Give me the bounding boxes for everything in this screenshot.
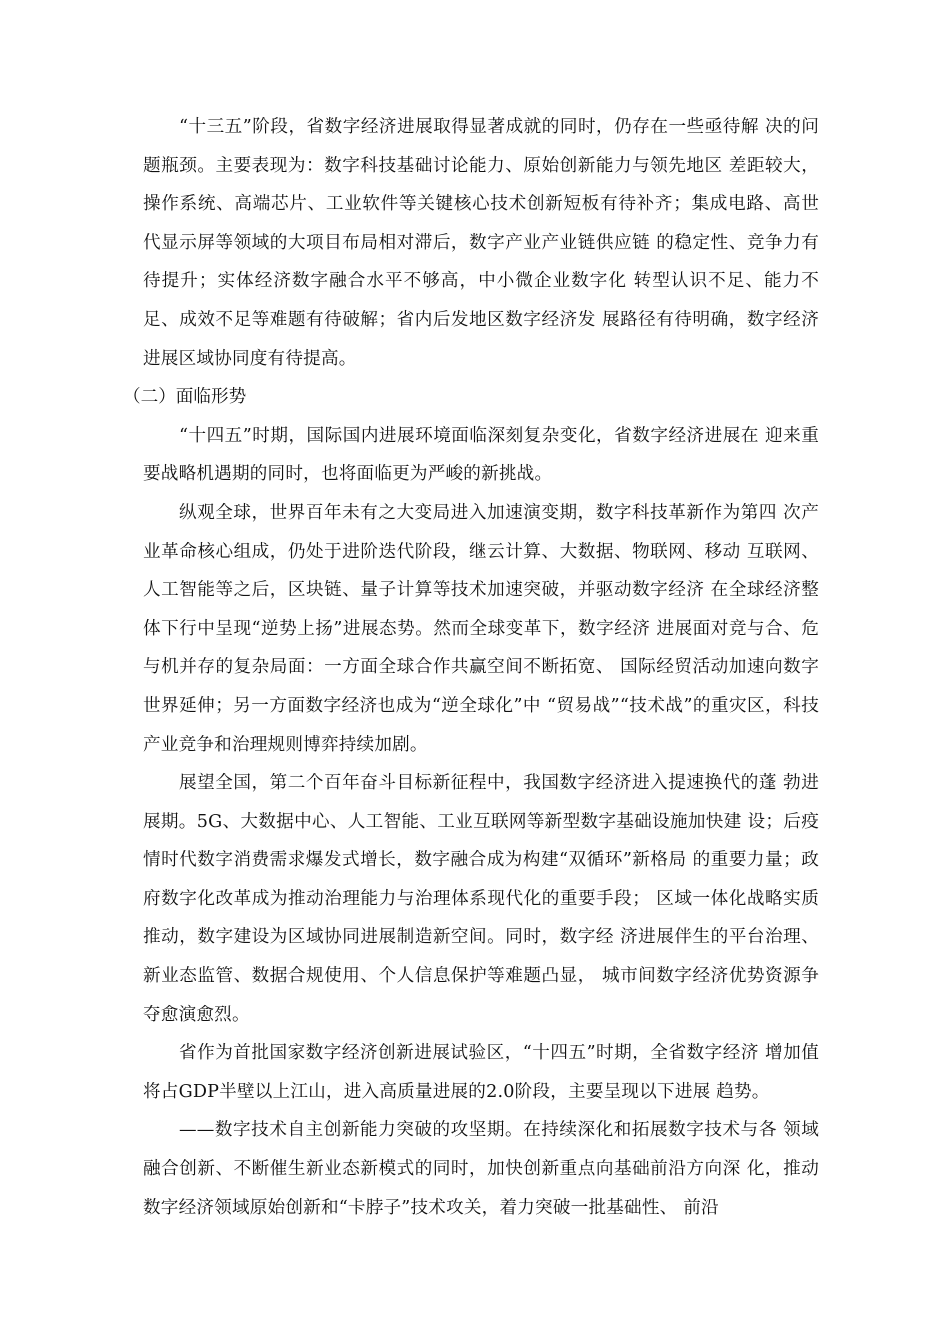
paragraph-global-outlook: 纵观全球，世界百年未有之大变局进入加速演变期，数字科技革新作为第四 次产业革命核心组成，仍处于进阶迭代阶段，继云计算、大数据、物联网、移动 互联网、人工智能等之后，区块链、量子计算等技术加速突破，并驱动数字经济 在全球经济整体下行中呈现“逆势上扬”进展态势。然而全球变革下，数字经济 进展面对竞与合、危与机并存的复杂局面：一方面全球合作共赢空间不断拓宽、 国际经贸活动加速向数字世界延伸；另一方面数字经济也成为“逆全球化”中 “贸易战”“技术战”的重灾区，科技产业竞争和治理规则博弈持续加剧。: [143, 502, 819, 755]
paragraph-national-outlook: 展望全国，第二个百年奋斗目标新征程中，我国数字经济进入提速换代的蓬 勃进展期。5G、大数据中心、人工智能、工业互联网等新型数字基础设施加快建 设；后疫情时代数字消费需求爆发式增长，数字融合成为构建“双循环”新格局 的重要力量；政府数字化改革成为推动治理能力与治理体系现代化的重要手段； 区域一体化战略实质推动，数字建设为区域协同进展制造新空间。同时，数字经 济进展伴生的平台治理、新业态监管、数据合规使用、个人信息保护等难题凸显， 城市间数字经济优势资源争夺愈演愈烈。: [143, 773, 819, 1025]
paragraph-innovation-period: ——数字技术自主创新能力突破的攻坚期。在持续深化和拓展数字技术与各 领域融合创新、不断催生新业态新模式的同时，加快创新重点向基础前沿方向深 化，推动数字经济领域原始创新和“卡脖子”技术攻关，着力突破一批基础性、 前沿: [143, 1120, 819, 1218]
paragraph-shortcomings: “十三五”阶段，省数字经济进展取得显著成就的同时，仍存在一些亟待解 决的问题瓶颈。主要表现为：数字科技基础讨论能力、原始创新能力与领先地区 差距较大，操作系统、高端芯片、工业软件等关键核心技术创新短板有待补齐；集成电路、高世代显示屏等领域的大项目布局相对滞后，数字产业产业链供应链 的稳定性、竞争力有待提升；实体经济数字融合水平不够高，中小微企业数字化 转型认识不足、能力不足、成效不足等难题有待破解；省内后发地区数字经济发 展路径有待明确，数字经济进展区域协同度有待提高。: [143, 117, 819, 369]
paragraph-provincial-trend: 省作为首批国家数字经济创新进展试验区，“十四五”时期，全省数字经济 增加值将占GDP半壁以上江山，进入高质量进展的2.0阶段，主要呈现以下进展 趋势。: [143, 1043, 819, 1102]
section-heading-situation: （二）面临形势: [123, 387, 247, 408]
document-page: [123, 108, 819, 1227]
paragraph-fourteenth-five-year: “十四五”时期，国际国内进展环境面临深刻复杂变化，省数字经济进展在 迎来重要战略机遇期的同时，也将面临更为严峻的新挑战。: [143, 425, 819, 485]
